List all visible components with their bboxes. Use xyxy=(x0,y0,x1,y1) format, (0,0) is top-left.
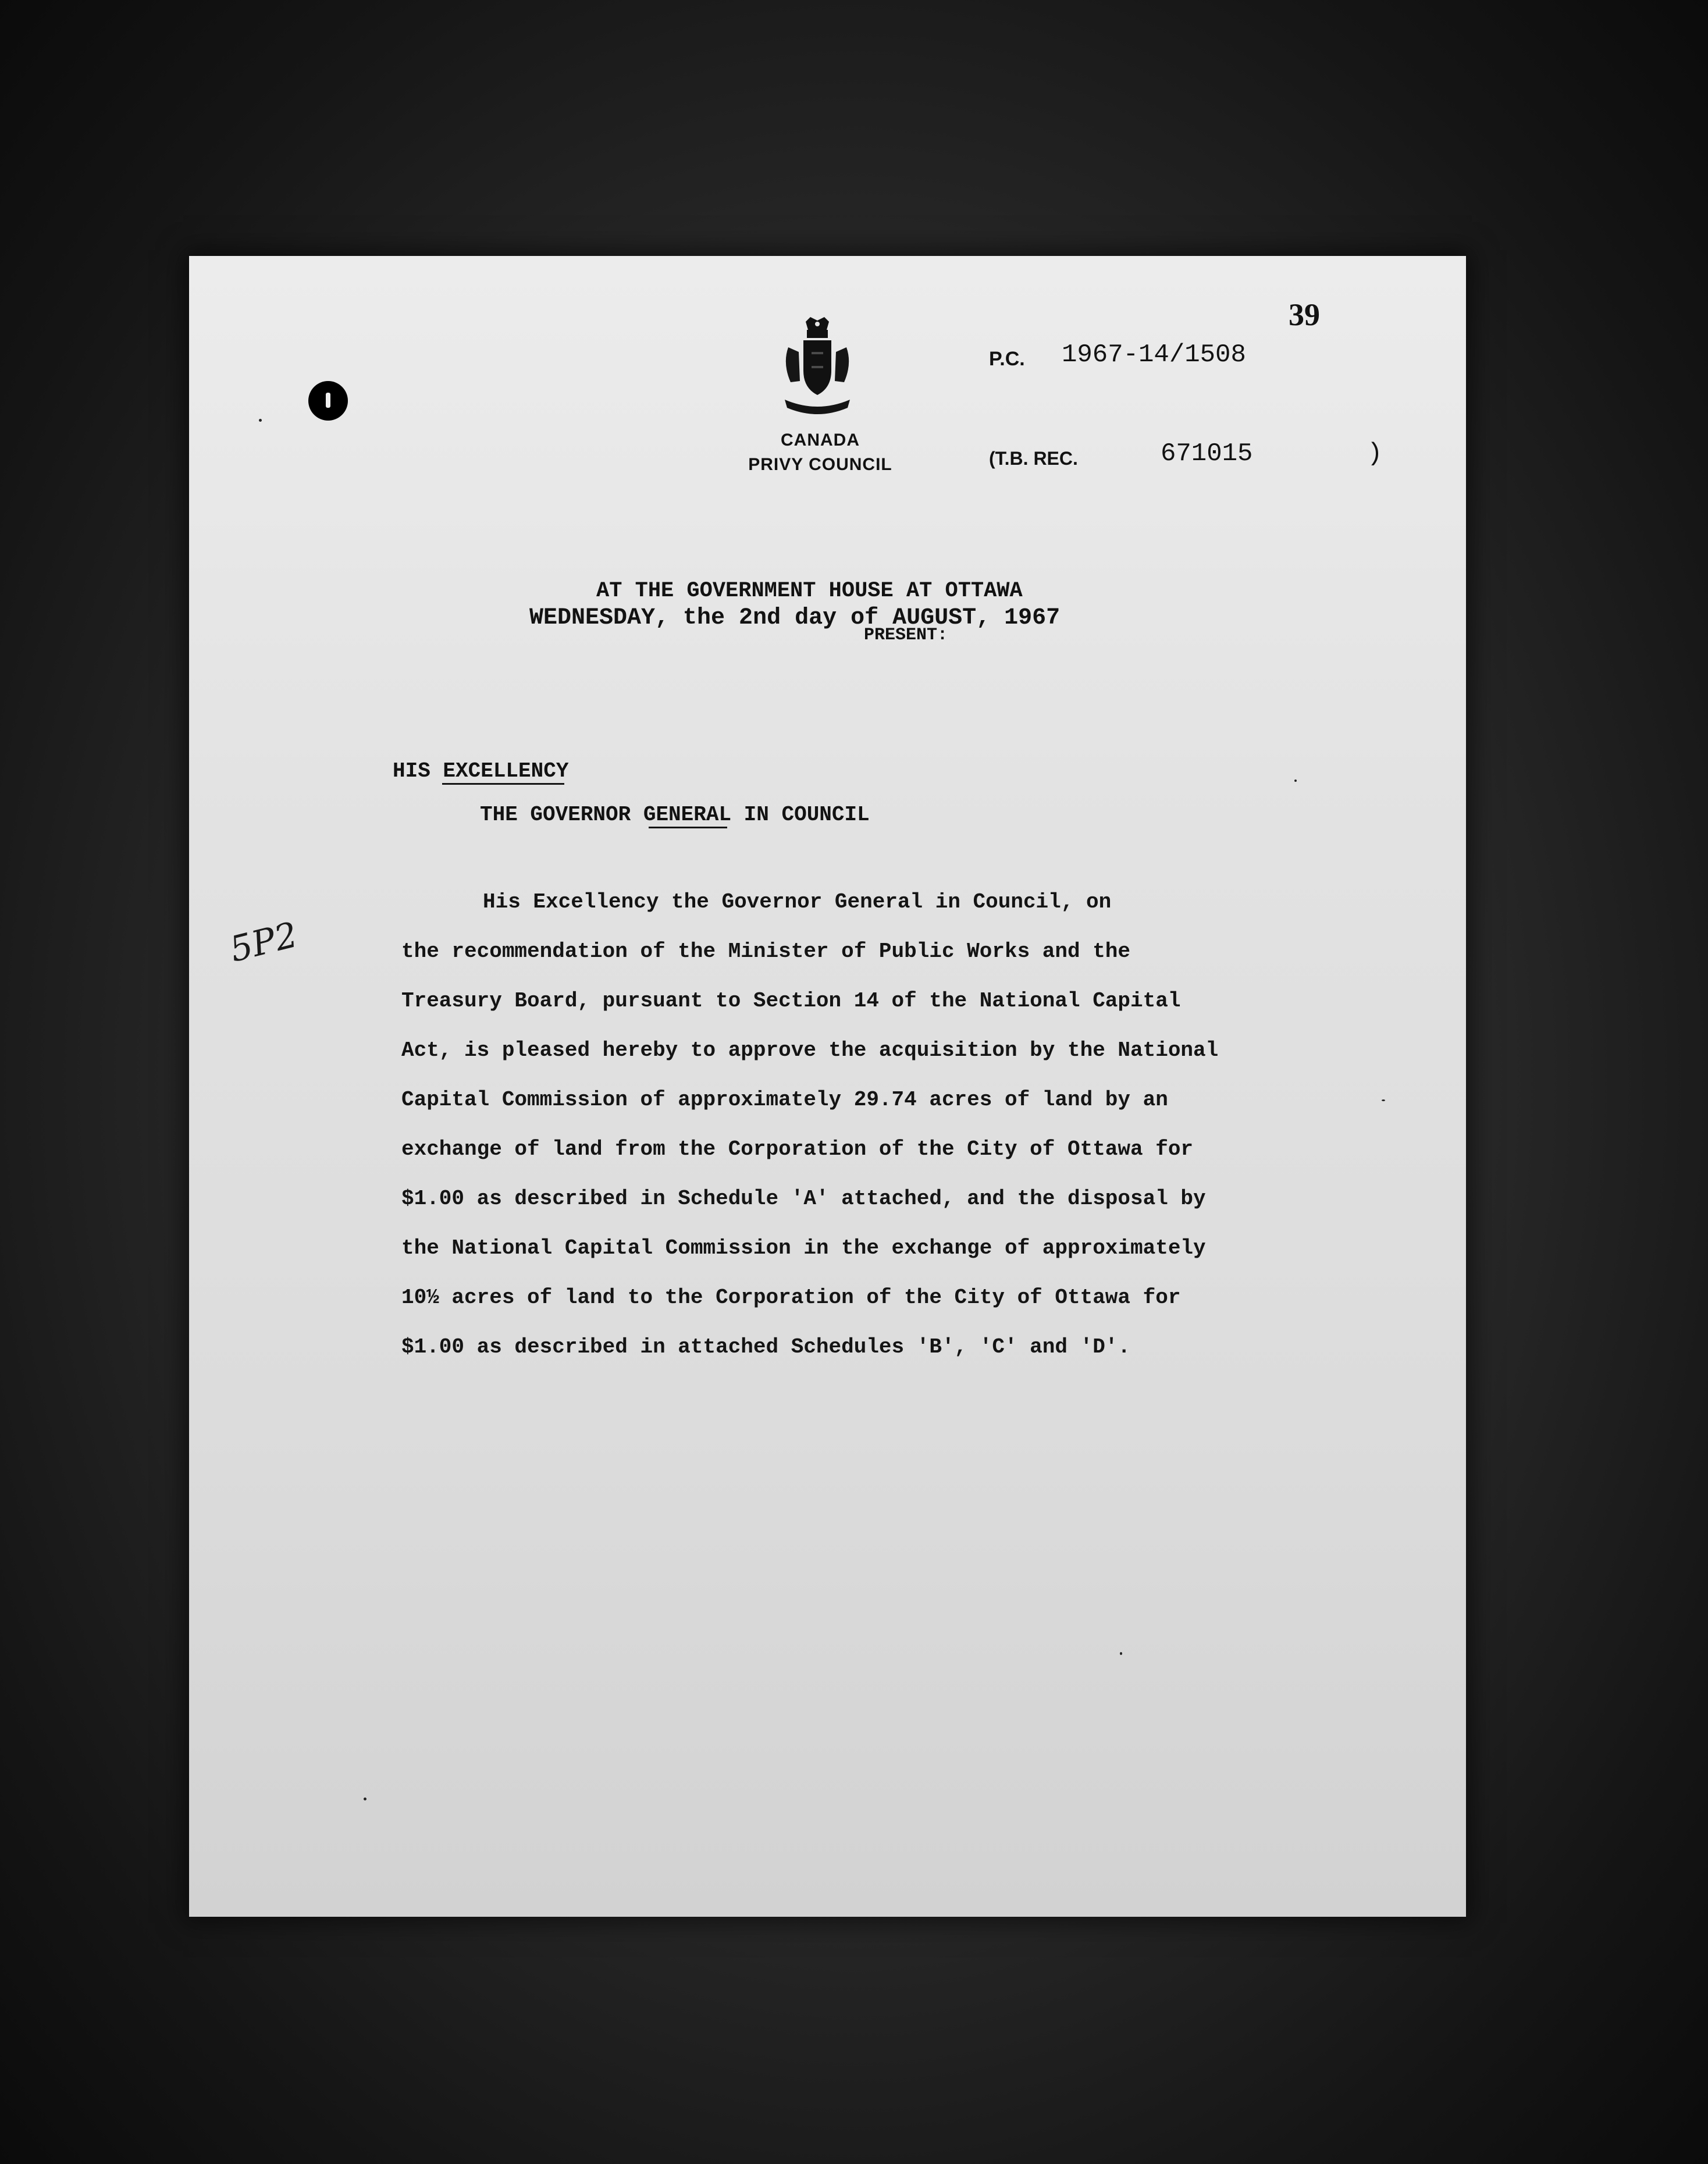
body-line: exchange of land from the Corporation of the City of Ottawa for xyxy=(401,1137,1194,1161)
punch-hole xyxy=(308,381,348,421)
pc-label: P.C. xyxy=(989,348,1025,370)
body-line: $1.00 as described in Schedule 'A' attached, and the disposal by xyxy=(401,1187,1206,1211)
heading-date: WEDNESDAY, the 2nd day of AUGUST, 1967 xyxy=(529,605,1061,631)
body-line: 10½ acres of land to the Corporation of the City of Ottawa for xyxy=(401,1286,1181,1309)
heading-location: AT THE GOVERNMENT HOUSE AT OTTAWA xyxy=(596,579,1023,603)
body-line: the National Capital Commission in the exchange of approximately xyxy=(401,1236,1206,1260)
salutation-governor-general: THE GOVERNOR GENERAL IN COUNCIL xyxy=(480,803,870,827)
present-label: PRESENT: xyxy=(864,625,948,645)
underline-excellency xyxy=(442,783,564,785)
handwritten-margin-note: 5P2 xyxy=(226,914,302,971)
coat-of-arms-icon xyxy=(777,317,858,419)
tb-rec-label: (T.B. REC. xyxy=(989,448,1078,469)
paper-speck xyxy=(364,1798,366,1800)
body-line: Capital Commission of approximately 29.74 acres of land by an xyxy=(401,1088,1168,1112)
tb-rec-number: 671015 xyxy=(1161,439,1253,468)
underline-general xyxy=(649,827,727,828)
pc-number: 1967-14/1508 xyxy=(1062,340,1246,369)
paper-speck xyxy=(1382,1099,1385,1101)
paper-speck xyxy=(1120,1652,1122,1655)
salutation-excellency: HIS EXCELLENCY xyxy=(393,759,569,783)
body-line: $1.00 as described in attached Schedules 'B', 'C' and 'D'. xyxy=(401,1335,1131,1359)
body-line: the recommendation of the Minister of Public Works and the xyxy=(401,939,1131,963)
body-line: Treasury Board, pursuant to Section 14 of the National Capital xyxy=(401,989,1181,1013)
office-name-canada: CANADA xyxy=(781,430,860,450)
tb-rec-close-paren: ) xyxy=(1367,439,1383,468)
body-line: His Excellency the Governor General in Council, on xyxy=(483,890,1112,914)
body-line: Act, is pleased hereby to approve the acquisition by the National xyxy=(401,1038,1219,1062)
paper-speck xyxy=(259,419,262,422)
paper-speck xyxy=(1294,780,1297,782)
paper-sheet xyxy=(189,256,1466,1917)
page-number: 39 xyxy=(1289,297,1320,332)
office-name-privy-council: PRIVY COUNCIL xyxy=(748,455,892,474)
punch-hole-mark xyxy=(326,393,330,408)
